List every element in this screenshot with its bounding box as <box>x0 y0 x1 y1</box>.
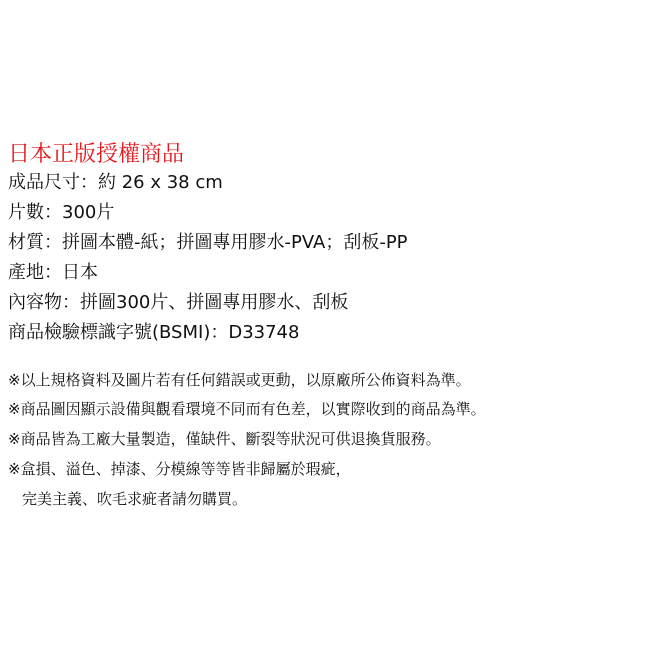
spec-material: 材質：拼圖本體-紙；拼圖專用膠水-PVA；刮板-PP <box>8 232 408 253</box>
spec-piece-count: 片數：300片 <box>8 202 115 223</box>
spec-contents: 內容物：拼圖300片、拼圖專用膠水、刮板 <box>8 292 349 313</box>
spec-size: 成品尺寸：約 26 x 38 cm <box>8 172 223 193</box>
product-authorization-title: 日本正版授權商品 <box>8 142 185 167</box>
note-spec-change: ※以上規格資料及圖片若有任何錯誤或更動，以原廠所公佈資料為準。 <box>8 371 471 389</box>
spec-bsmi-number: 商品檢驗標識字號(BSMI)：D33748 <box>8 322 300 343</box>
note-perfectionist-warning: 完美主義、吹毛求疵者請勿購買。 <box>22 490 248 508</box>
note-color-difference: ※商品圖因顯示設備與觀看環境不同而有色差，以實際收到的商品為準。 <box>8 400 486 418</box>
note-defect-definition: ※盒損、溢色、掉漆、分模線等等皆非歸屬於瑕疵， <box>8 460 351 478</box>
note-return-policy: ※商品皆為工廠大量製造，僅缺件、斷裂等狀況可供退換貨服務。 <box>8 430 441 448</box>
spec-origin: 產地：日本 <box>8 262 98 283</box>
